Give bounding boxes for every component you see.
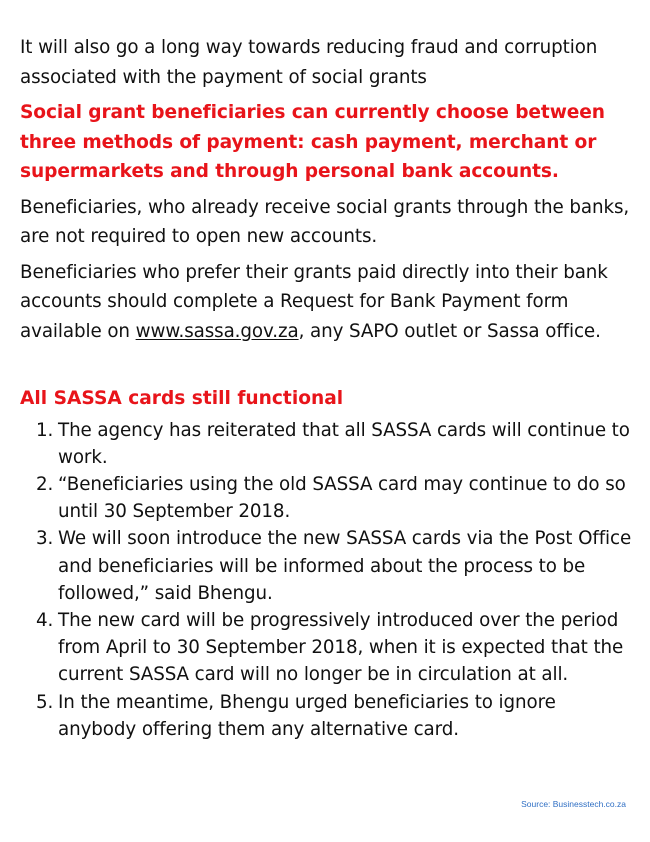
paragraph-bank-payment xyxy=(20,258,634,347)
paragraph-payment-methods: Social grant beneficiaries can currently choose between three methods of payment: cash payment, merchant or supermarkets and through personal bank accounts. xyxy=(20,102,605,182)
list-item xyxy=(20,607,634,689)
list-item-text: The new card will be progressively introduced over the period from April to 30 September 2018, when it is expected that the current SASSA card will no longer be in circulation at all. xyxy=(58,609,624,686)
list-item-number: 3. xyxy=(36,528,54,550)
paragraph-existing-accounts: Beneficiaries, who already receive social grants through the banks, are not required to open new accounts. xyxy=(20,196,630,247)
list-item xyxy=(20,689,634,743)
section-heading: All SASSA cards still functional xyxy=(20,388,344,409)
paragraph-bank-payment-text-after: , any SAPO outlet or Sassa office. xyxy=(298,320,601,342)
list-item-text: In the meantime, Bhengu urged beneficiaries to ignore anybody offering them any alternative card. xyxy=(58,691,556,740)
list-item-number: 5. xyxy=(36,691,54,713)
list-item-text: The agency has reiterated that all SASSA cards will continue to work. xyxy=(58,419,630,468)
list-item-text: “Beneficiaries using the old SASSA card may continue to do so until 30 September 2018. xyxy=(58,473,626,523)
paragraph-fraud: It will also go a long way towards reducing fraud and corruption associated with the payment of social grants xyxy=(20,37,598,88)
list-item xyxy=(20,417,634,471)
document-page xyxy=(20,33,634,743)
list-item-text: We will soon introduce the new SASSA cards via the Post Office and beneficiaries will be informed about the process to be followed,” said Bhengu. xyxy=(58,528,632,604)
sassa-website-link[interactable]: www.sassa.gov.za xyxy=(135,320,299,342)
list-item xyxy=(20,471,634,525)
list-item xyxy=(20,525,634,607)
list-item-number: 1. xyxy=(36,419,54,441)
source-credit: Source: Businesstech.co.za xyxy=(521,799,626,809)
paragraph-bank-payment-text-before: Beneficiaries who prefer their grants paid directly into their bank accounts should complete a Request for Bank Payment form available on xyxy=(20,261,608,342)
list-item-number: 4. xyxy=(36,609,54,631)
list-item-number: 2. xyxy=(36,473,54,495)
numbered-list xyxy=(20,417,634,743)
